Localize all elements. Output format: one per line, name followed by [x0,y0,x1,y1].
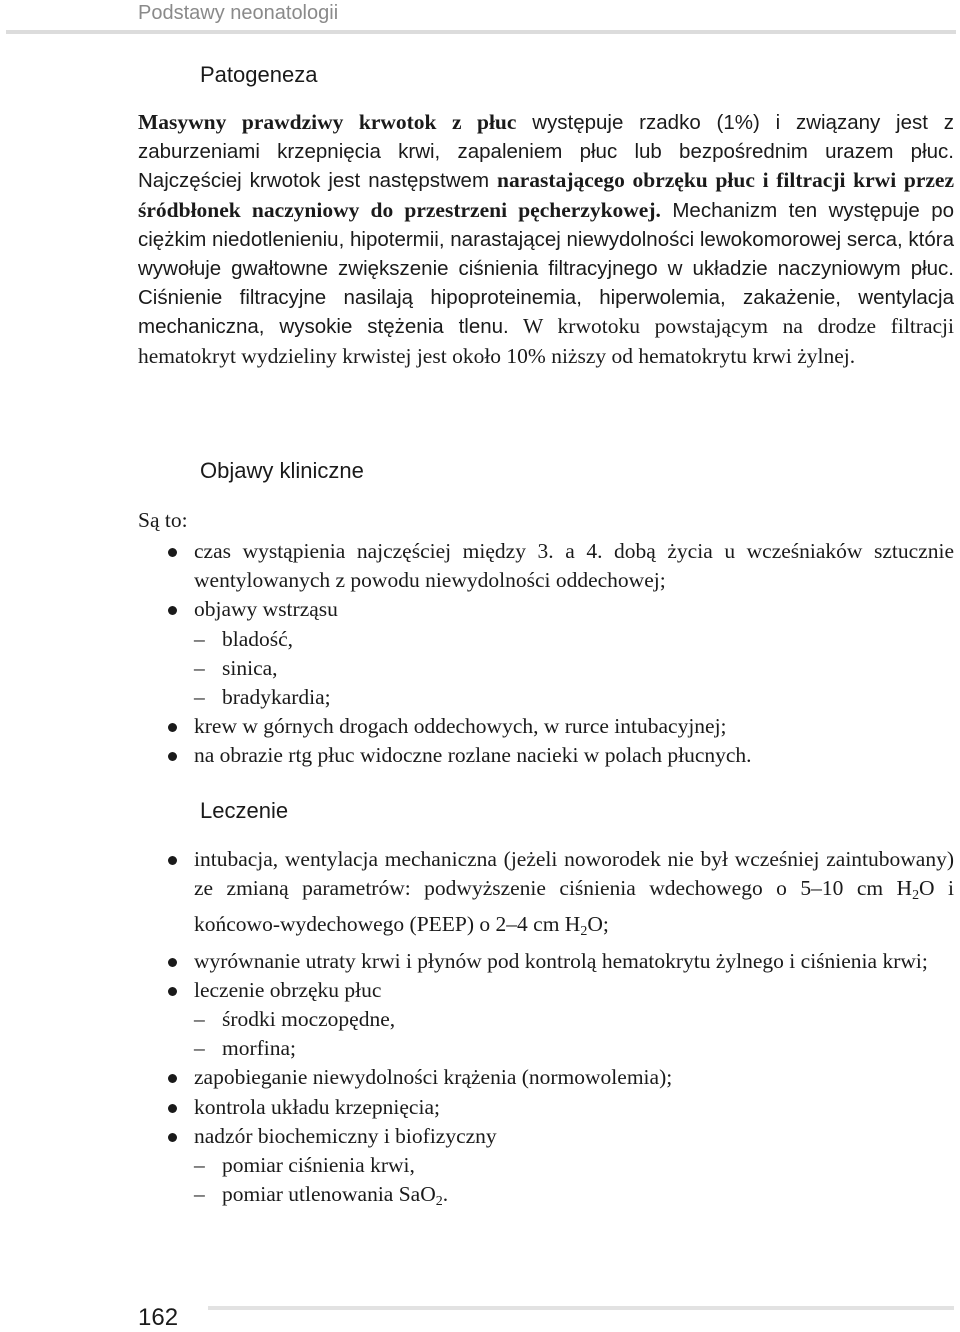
sub-item-text: bladość, [222,626,294,651]
bold-term-1: Masywny prawdziwy krwotok z płuc [138,110,517,134]
text-segment-1: występuje rzadko (1%) i związany jest z zaburzeniami krzepnięcia krwi, zapaleniem płuc lub bezpośrednim urazem płuc. Najczęściej krwotok jest następstwem [138,111,954,193]
heading-leczenie: Leczenie [200,798,289,823]
heading-objawy: Objawy kliniczne [200,458,364,483]
sub-list-item [138,1180,954,1216]
list-item-text: wyrównanie utraty krwi i płynów pod kontrolą hematokrytu żylnego i ciśnienia krwi; [194,948,928,973]
dash-icon: – [194,626,205,651]
sub-list-item [138,1034,954,1063]
dash-icon: – [194,1007,205,1032]
objawy-intro: Są to: [138,508,188,532]
bullet-icon [168,752,177,761]
dash-icon: – [194,685,205,710]
sub-list-item [138,683,954,712]
header-rule [6,30,956,34]
bullet-icon [168,548,177,557]
list-item-text: kontrola układu krzepnięcia; [194,1094,440,1119]
list-item [138,947,954,976]
list-item-text: czas wystąpienia najczęściej między 3. a 4. dobą życia u wcześniaków sztucznie wentylowanych z powodu niewydolności oddechowej; [194,539,954,593]
list-item [138,1063,954,1092]
list-item-text: leczenie obrzęku płuc [194,977,382,1002]
sub-list-item [138,625,954,654]
text-segment-2: Mechanizm ten występuje po ciężkim niedotlenieniu, hipotermii, narastającej niewydolności lewokomorowej serca, która wywołuje gwałtowne zwiększenie ciśnienia filtracyjnego w układzie naczyniowym płuc. Ciśnienie filtracyjne nasilają hipoproteinemia, hiperwolemia, zakażenie, wentylacja mechaniczna, wysokie stężenia tlenu. [138,198,954,339]
list-item-text: O i końcowo-wydechowego (PEEP) o 2–4 cm H [194,876,954,937]
running-header: Podstawy neonatologii [138,2,339,24]
list-item [138,537,954,595]
heading-patogeneza: Patogeneza [200,62,318,87]
bullet-icon [168,856,177,865]
list-item-text: objawy wstrząsu [194,597,338,622]
list-item [138,1122,954,1151]
bullet-icon [168,1104,177,1113]
bold-term-2: narastającego obrzęku płuc i filtracji krwi przez śródbłonek naczyniowy do przestrzeni pęcherzykowej. [138,168,954,222]
list-item-text: O; [587,912,609,937]
dash-icon: – [194,655,205,680]
text-segment-3: W krwotoku powstającym na drodze filtracji hematokryt wydzieliny krwistej jest około 10% niższy od hematokrytu krwi żylnej. [138,314,954,368]
bullet-icon [168,987,177,996]
bullet-icon [168,723,177,732]
patogeneza-paragraph [138,108,954,371]
list-item [138,1093,954,1122]
list-item [138,595,954,624]
sub-item-text: pomiar ciśnienia krwi, [222,1153,415,1178]
subscript: 2 [912,888,920,904]
subscript: 2 [435,1194,443,1210]
list-item [138,712,954,741]
page-number: 162 [138,1304,179,1331]
bullet-icon [168,606,177,615]
leczenie-list [138,845,954,1216]
sub-list-item [138,1151,954,1180]
sub-item-text: bradykardia; [222,685,331,710]
subscript: 2 [580,924,588,940]
bullet-icon [168,958,177,967]
list-item-text: zapobieganie niewydolności krążenia (normowolemia); [194,1065,673,1090]
list-item-text: na obrazie rtg płuc widoczne rozlane nacieki w polach płucnych. [194,743,752,768]
footer-rule [208,1306,954,1310]
list-item [138,741,954,770]
sub-item-text: sinica, [222,655,278,680]
list-item [138,976,954,1005]
sub-item-text: morfina; [222,1036,297,1061]
list-item-text: intubacja, wentylacja mechaniczna (jeżeli noworodek nie był wcześniej zaintubowany) ze zmianą parametrów: podwyższenie ciśnienia wdechowego o 5–10 cm H [194,847,954,901]
dash-icon: – [194,1153,205,1178]
sub-list-item [138,654,954,683]
sub-item-text: pomiar utlenowania SaO [222,1182,436,1207]
dash-icon: – [194,1036,205,1061]
dash-icon: – [194,1182,205,1207]
list-item-text: krew w górnych drogach oddechowych, w rurce intubacyjnej; [194,714,727,739]
sub-item-text: . [442,1182,449,1207]
list-item [138,845,954,947]
objawy-list [138,537,954,771]
bullet-icon [168,1074,177,1083]
sub-list-item [138,1005,954,1034]
bullet-icon [168,1133,177,1142]
sub-item-text: środki moczopędne, [222,1007,396,1032]
list-item-text: nadzór biochemiczny i biofizyczny [194,1123,497,1148]
